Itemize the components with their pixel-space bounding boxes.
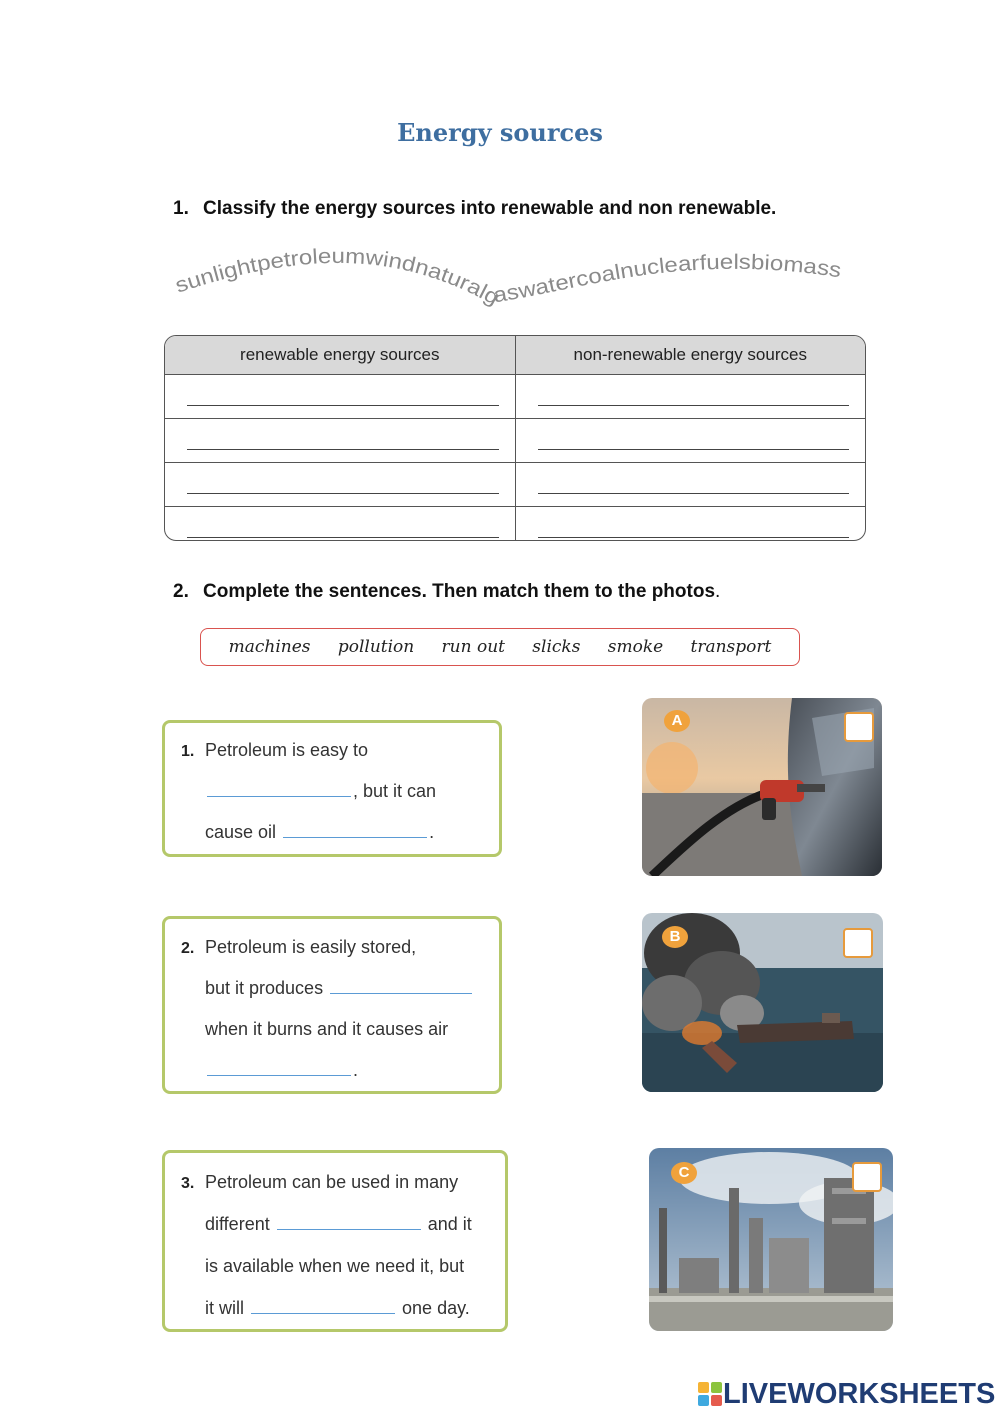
renewable-cell-3[interactable] <box>165 463 515 507</box>
word-transport: transport <box>690 637 772 657</box>
word-smoke: smoke <box>607 637 664 657</box>
badge-c: C <box>671 1162 697 1184</box>
badge-b: B <box>662 926 688 948</box>
word-snake-text: sunlightpetroleumwindnaturalgaswatercoalnuclearfuelsbiomass <box>172 245 842 309</box>
blank-1b[interactable] <box>283 836 427 838</box>
non-renewable-cell-4[interactable] <box>515 507 865 542</box>
page-title: Energy sources <box>397 118 603 147</box>
word-slicks: slicks <box>532 637 581 657</box>
word-pollution: pollution <box>337 637 415 657</box>
logo-text: LIVEWORKSHEETS <box>723 1377 996 1410</box>
checkbox-c[interactable] <box>852 1162 882 1192</box>
non-renewable-cell-3[interactable] <box>515 463 865 507</box>
non-renewable-cell-2[interactable] <box>515 419 865 463</box>
renewable-cell-1[interactable] <box>165 375 515 419</box>
photo-a-fuel-nozzle <box>642 698 882 876</box>
sentence-card-1: 1. Petroleum is easy to , but it can cause oil . <box>162 720 502 857</box>
checkbox-b[interactable] <box>843 928 873 958</box>
word-bank <box>200 628 800 666</box>
liveworksheets-logo <box>697 1378 995 1410</box>
task-1-instruction: 1. Classify the energy sources into renewable and non renewable. <box>173 198 777 219</box>
word-run-out: run out <box>441 637 505 657</box>
task-2-instruction: 2. Complete the sentences. Then match them to the photos. <box>173 581 721 602</box>
word-machines: machines <box>228 637 311 657</box>
blank-3b[interactable] <box>251 1312 395 1314</box>
photo-b-burning-ship <box>642 913 883 1092</box>
sentence-card-3: 3. Petroleum can be used in many different and it is available when we need it, but it will one day. <box>162 1150 508 1332</box>
photo-c-refinery <box>649 1148 893 1331</box>
blank-2a[interactable] <box>330 992 472 994</box>
non-renewable-cell-1[interactable] <box>515 375 865 419</box>
sentence-card-2: 2. Petroleum is easily stored, but it produces when it burns and it causes air . <box>162 916 502 1094</box>
renewable-cell-4[interactable] <box>165 507 515 542</box>
classification-table <box>164 335 866 541</box>
word-snake <box>160 245 860 320</box>
checkbox-a[interactable] <box>844 712 874 742</box>
blank-1a[interactable] <box>207 795 351 797</box>
renewable-cell-2[interactable] <box>165 419 515 463</box>
blank-2b[interactable] <box>207 1074 351 1076</box>
blank-3a[interactable] <box>277 1228 421 1230</box>
svg-text:sunlightpetroleumwindnaturalga <box>172 245 842 310</box>
badge-a: A <box>664 710 690 732</box>
logo-icon <box>697 1381 723 1407</box>
header-non-renewable: non-renewable energy sources <box>515 336 865 375</box>
header-renewable: renewable energy sources <box>165 336 515 375</box>
